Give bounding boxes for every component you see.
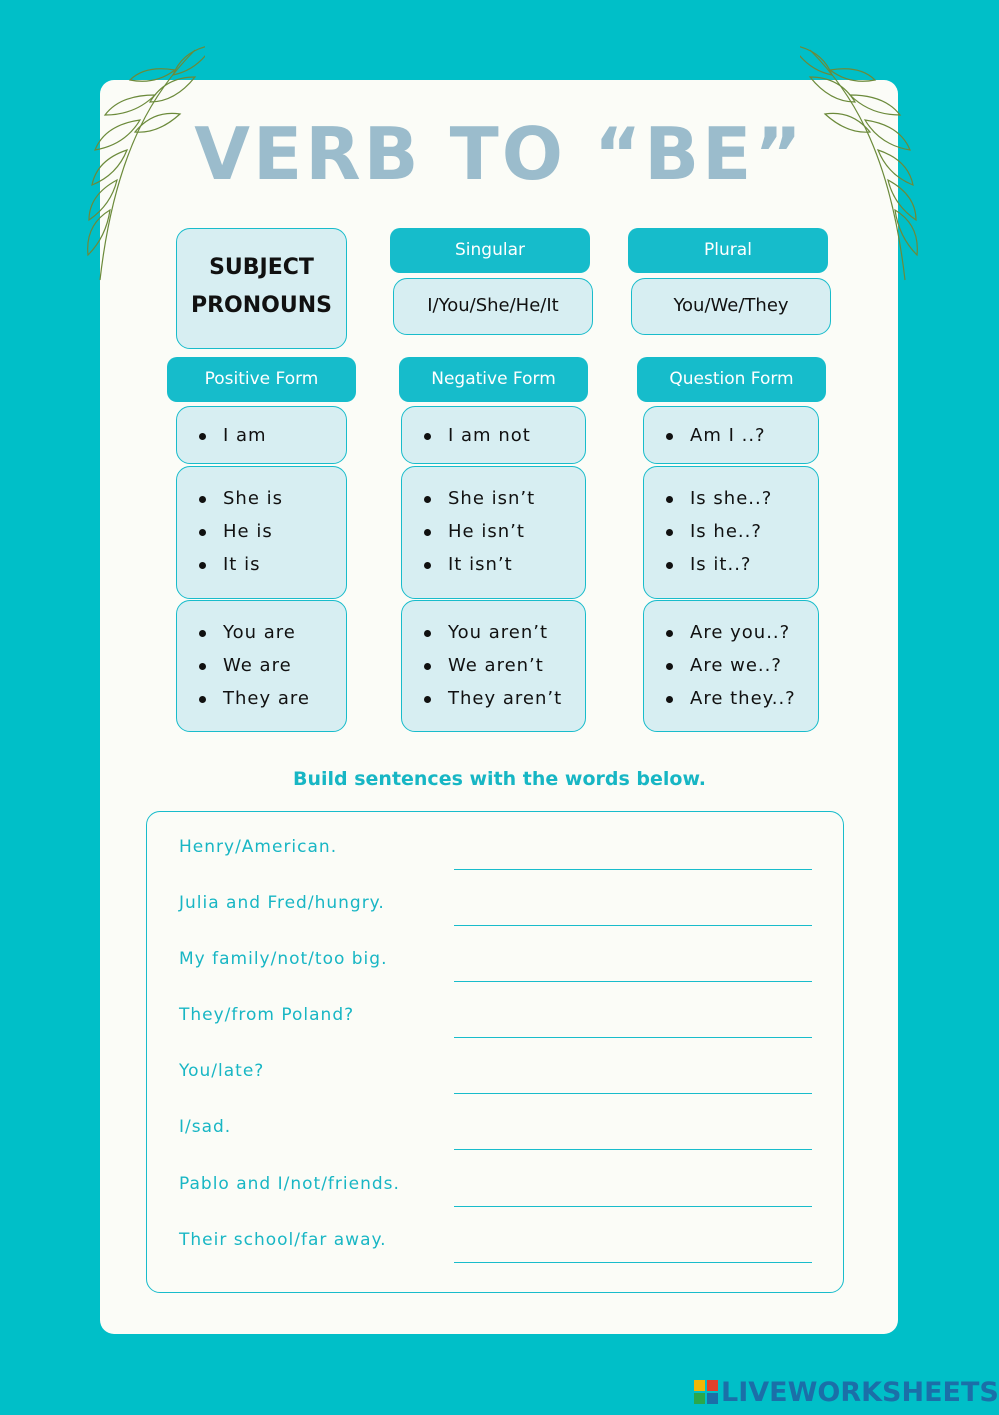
list-item: I am not — [424, 419, 585, 452]
list-item: Are they..? — [666, 682, 818, 715]
negative-group-3 — [401, 600, 586, 732]
question-group-3 — [643, 600, 819, 732]
list-item: Is it..? — [666, 548, 818, 581]
list-item: Are we..? — [666, 649, 818, 682]
plural-pronouns: You/We/They — [631, 278, 831, 335]
list-item: We are — [199, 649, 346, 682]
exercise-row — [179, 1174, 819, 1214]
singular-pronouns: I/You/She/He/It — [393, 278, 593, 335]
list-item: Is he..? — [666, 515, 818, 548]
exercise-instruction: Build sentences with the words below. — [292, 768, 707, 790]
list-item: We aren’t — [424, 649, 585, 682]
subject-pronouns-box — [176, 228, 347, 349]
exercise-row — [179, 1061, 819, 1101]
list-item: I am — [199, 419, 346, 452]
liveworksheets-logo[interactable] — [693, 1375, 999, 1409]
negative-form-label: Negative Form — [399, 357, 588, 402]
exercise-prompt: You/late? — [179, 1061, 265, 1081]
exercise-row — [179, 837, 819, 877]
answer-line[interactable] — [454, 1149, 812, 1150]
page-title: VERB TO “BE” — [194, 112, 805, 196]
list-item: She is — [199, 482, 346, 515]
exercise-row — [179, 1005, 819, 1045]
list-item: He isn’t — [424, 515, 585, 548]
list-item: They are — [199, 682, 346, 715]
list-item: You aren’t — [424, 616, 585, 649]
answer-line[interactable] — [454, 981, 812, 982]
positive-group-2 — [176, 466, 347, 599]
list-item: It isn’t — [424, 548, 585, 581]
exercise-box — [146, 811, 844, 1293]
answer-line[interactable] — [454, 1206, 812, 1207]
list-item: They aren’t — [424, 682, 585, 715]
question-group-2 — [643, 466, 819, 599]
answer-line[interactable] — [454, 1093, 812, 1094]
exercise-row — [179, 1117, 819, 1157]
positive-group-3 — [176, 600, 347, 732]
exercise-row — [179, 949, 819, 989]
list-item: Is she..? — [666, 482, 818, 515]
negative-group-2 — [401, 466, 586, 599]
answer-line[interactable] — [454, 869, 812, 870]
exercise-prompt: Julia and Fred/hungry. — [179, 893, 385, 913]
brand-name: LIVEWORKSHEETS — [721, 1376, 999, 1408]
plural-label: Plural — [628, 228, 828, 273]
list-item: It is — [199, 548, 346, 581]
exercise-prompt: Henry/American. — [179, 837, 338, 857]
answer-line[interactable] — [454, 1037, 812, 1038]
exercise-prompt: Their school/far away. — [179, 1230, 387, 1250]
answer-line[interactable] — [454, 1262, 812, 1263]
list-item: He is — [199, 515, 346, 548]
liveworksheets-logo-icon — [693, 1379, 719, 1405]
exercise-prompt: My family/not/too big. — [179, 949, 388, 969]
exercise-prompt: I/sad. — [179, 1117, 232, 1137]
exercise-prompt: They/from Poland? — [179, 1005, 355, 1025]
subject-pronouns-line-2: PRONOUNS — [190, 293, 332, 318]
negative-group-1 — [401, 406, 586, 464]
list-item: Are you..? — [666, 616, 818, 649]
singular-label: Singular — [390, 228, 590, 273]
question-form-label: Question Form — [637, 357, 826, 402]
list-item: You are — [199, 616, 346, 649]
question-group-1 — [643, 406, 819, 464]
list-item: Am I ..? — [666, 419, 818, 452]
answer-line[interactable] — [454, 925, 812, 926]
list-item: She isn’t — [424, 482, 585, 515]
exercise-row — [179, 1230, 819, 1270]
exercise-prompt: Pablo and I/not/friends. — [179, 1174, 400, 1194]
positive-group-1 — [176, 406, 347, 464]
subject-pronouns-line-1: SUBJECT — [209, 255, 314, 280]
exercise-row — [179, 893, 819, 933]
positive-form-label: Positive Form — [167, 357, 356, 402]
